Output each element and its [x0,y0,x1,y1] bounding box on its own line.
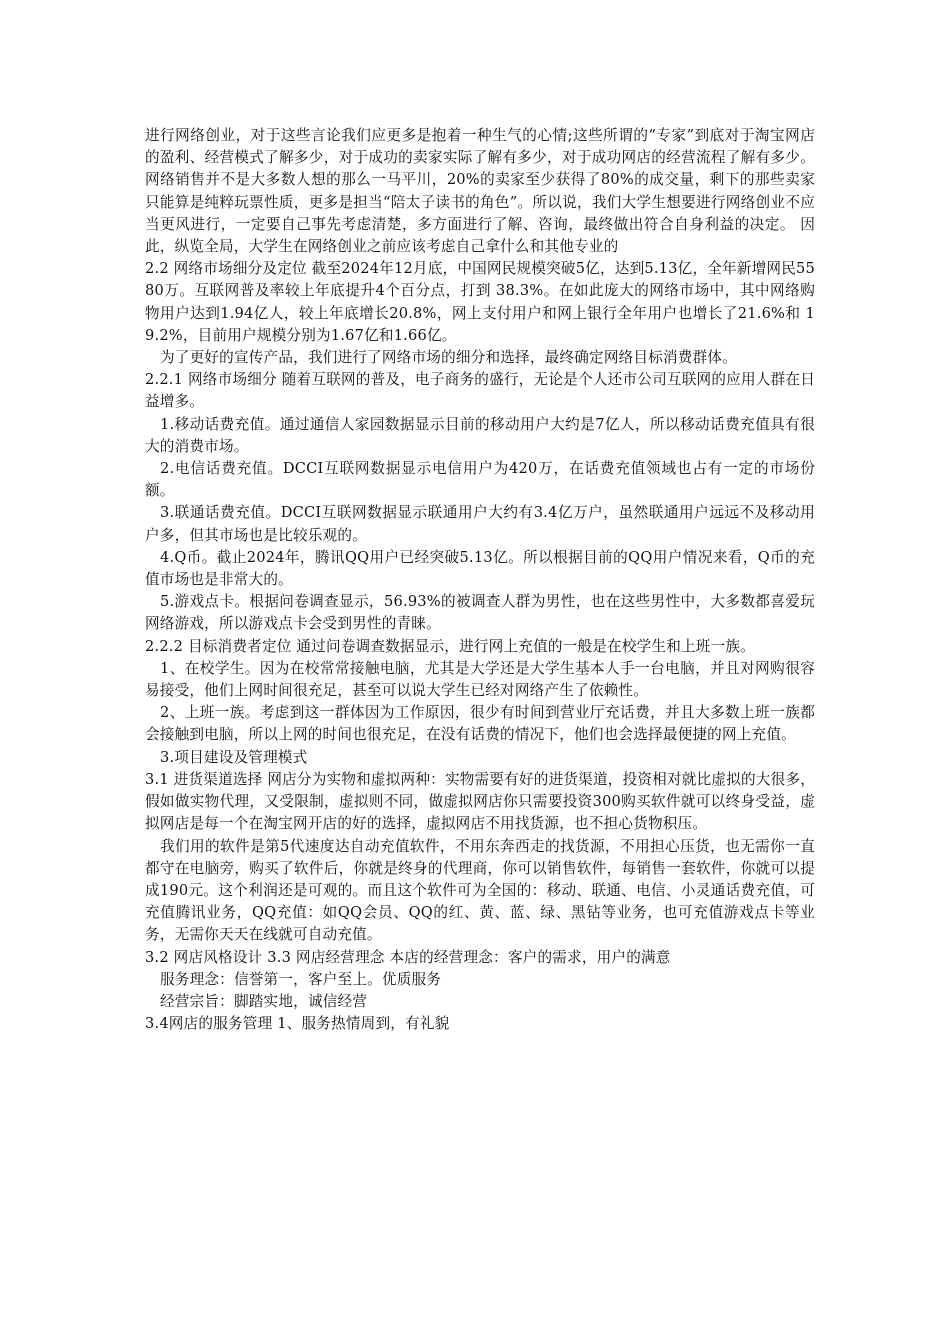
paragraph-10: 2.2.2 目标消费者定位 通过问卷调查数据显示，进行网上充值的一般是在校学生和上班一族。 [145,637,755,655]
paragraph-19: 3.4网店的服务管理 1、服务热情周到，有礼貌 [145,1015,450,1033]
document-body [145,125,815,1035]
paragraph-6: 2.电信话费充值。DCCI互联网数据显示电信用户为420万，在话费充值领域也占有一定的市场份额。 [145,460,815,500]
paragraph-12: 2、上班一族。考虑到这一群体因为工作原因，很少有时间到营业厅充话费，并且大多数上班一族都会接触到电脑，所以上网的时间也很充足，在没有话费的情况下，他们也会选择最便捷的网上充值。 [145,704,815,744]
paragraph-14: 3.1 进货渠道选择 网店分为实物和虚拟两种：实物需要有好的进货渠道，投资相对就比虚拟的大很多，假如做实物代理，又受限制，虚拟则不同，做虚拟网店你只需要投资300购买软件就可以终身受益，虚拟网店是每一个在淘宝网开店的好的选择，虚拟网店不用找货源，也不担心货物积压。 [145,770,815,833]
paragraph-2: 2.2 网络市场细分及定位 截至2024年12月底，中国网民规模突破5亿，达到5.13亿，全年新增网民5580万。互联网普及率较上年底提升4个百分点，打到 38.3%。在如此庞大的网络市场中，其中网络购物用户达到1.94亿人，较上年底增长20.8%，网上支付用户和网上银行全年用户也增长了21.6%和 19.2%，目前用户规模分别为1.67亿和1.66亿。 [145,260,815,344]
paragraph-9: 5.游戏点卡。根据问卷调查显示，56.93%的被调查人群为男性，也在这些男性中，大多数都喜爱玩网络游戏，所以游戏点卡会受到男性的青睐。 [145,593,815,633]
paragraph-5: 1.移动话费充值。通过通信人家园数据显示目前的移动用户大约是7亿人，所以移动话费充值具有很大的消费市场。 [145,415,815,455]
paragraph-8: 4.Q币。截止2024年，腾讯QQ用户已经突破5.13亿。所以根据目前的QQ用户情况来看，Q币的充值市场也是非常大的。 [145,548,815,589]
paragraph-18: 经营宗旨：脚踏实地，诚信经营 [160,992,368,1010]
paragraph-16: 3.2 网店风格设计 3.3 网店经营理念 本店的经营理念：客户的需求，用户的满意 [145,948,671,966]
paragraph-3: 为了更好的宣传产品，我们进行了网络市场的细分和选择，最终确定网络目标消费群体。 [160,349,737,367]
paragraph-4: 2.2.1 网络市场细分 随着互联网的普及，电子商务的盛行，无论是个人还市公司互联网的应用人群在日益增多。 [145,371,815,411]
paragraph-17: 服务理念：信誉第一，客户至上。优质服务 [160,970,442,988]
paragraph-13: 3.项目建设及管理模式 [160,748,308,766]
paragraph-1: 进行网络创业，对于这些言论我们应更多是抱着一种生气的心情;这些所谓的“专家”到底对于淘宝网店的盈利、经营模式了解多少，对于成功的卖家实际了解有多少，对于成功网店的经营流程了解有多少。网络销售并不是大多数人想的那么一马平川，20%的卖家至少获得了80%的成交量，剩下的那些卖家只能算是纯粹玩票性质，更多是担当“陪太子读书的角色”。所以说，我们大学生想要进行网络创业不应当更风进行，一定要自己事先考虑清楚，多方面进行了解、咨询，最终做出符合自身利益的决定。 因此，纵览全局，大学生在网络创业之前应该考虑自己拿什么和其他专业的 [145,127,815,256]
paragraph-15: 我们用的软件是第5代速度达自动充值软件，不用东奔西走的找货源，不用担心压货，也无需你一直都守在电脑旁，购买了软件后，你就是终身的代理商，你可以销售软件，每销售一套软件，你就可以提成190元。这个利润还是可观的。而且这个软件可为全国的：移动、联通、电信、小灵通话费充值，可充值腾讯业务，QQ充值：如QQ会员、QQ的红、黄、蓝、绿、黑钻等业务，也可充值游戏点卡等业务，无需你天天在线就可自动充值。 [145,837,815,944]
paragraph-7: 3.联通话费充值。DCCI互联网数据显示联通用户大约有3.4亿万户，虽然联通用户远远不及移动用户多，但其市场也是比较乐观的。 [145,504,815,544]
paragraph-11: 1、在校学生。因为在校常常接触电脑，尤其是大学还是大学生基本人手一台电脑，并且对网购很容易接受，他们上网时间很充足，甚至可以说大学生已经对网络产生了依赖性。 [145,659,815,700]
